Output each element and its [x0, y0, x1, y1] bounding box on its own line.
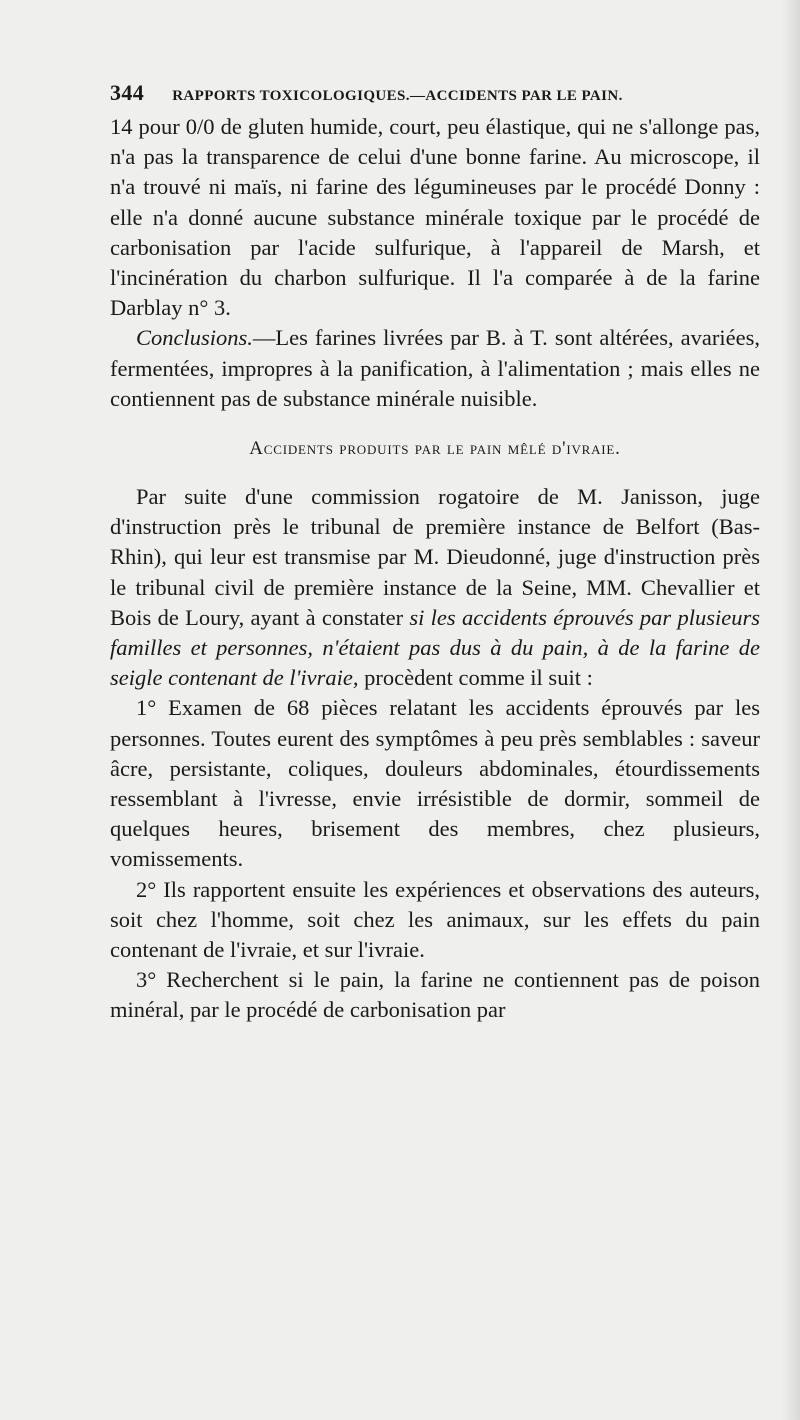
running-head: RAPPORTS TOXICOLOGIQUES.—ACCIDENTS PAR LE PAIN. [172, 88, 623, 104]
body-text [110, 112, 760, 1026]
paragraph-gluten: 14 pour 0/0 de gluten humide, court, peu élastique, qui ne s'allonge pas, n'a pas la transparence de celui d'une bonne farine. Au microscope, il n'a trouvé ni maïs, ni farine des légumineuses par le procédé Donny : elle n'a donné aucune substance minérale toxique par le procédé de carbonisation par l'acide sulfurique, à l'appareil de Marsh, et l'incinération du charbon sulfurique. Il l'a comparée à de la farine Darblay n° 3. [110, 114, 760, 321]
conclusions-label: Conclusions. [136, 325, 253, 351]
page-number: 344 [110, 80, 145, 105]
commission-text-b: procèdent comme il suit : [358, 665, 593, 691]
conclusions-text: —Les farines livrées par B. à T. sont altérées, avariées, fermentées, impropres à la panification, à l'alimentation ; mais elles ne contiennent pas de substance minérale nuisible. [110, 325, 760, 411]
paragraph-item-3: 3° Recherchent si le pain, la farine ne contiennent pas de poison minéral, par le procédé de carbonisation par [110, 967, 760, 1023]
section-heading: Accidents produits par le pain mêlé d'ivraie. [249, 438, 621, 460]
paragraph-conclusions [110, 323, 760, 414]
page-edge-shadow [782, 0, 800, 1420]
paragraph-item-2: 2° Ils rapportent ensuite les expériences et observations des auteurs, soit chez l'homme, soit chez les animaux, sur les effets du pain contenant de l'ivraie, et sur l'ivraie. [110, 876, 760, 963]
commission-text-italic: si les accidents éprouvés par plusieurs familles et personnes, n'étaient pas dus à du pain, à de la farine de seigle contenant de l'ivraie, [110, 604, 760, 691]
commission-text-a: Par suite d'une commission rogatoire de M. Janisson, juge d'instruction près le tribunal de première instance de Belfort (Bas-Rhin), qui leur est transmise par M. Dieudonné, juge d'instruction près le tribunal civil de première instance de la Seine, MM. Chevallier et Bois de Loury, ayant à constater [110, 484, 760, 630]
paragraph-item-1: 1° Examen de 68 pièces relatant les accidents éprouvés par les personnes. Toutes eurent des symptômes à peu près semblables : saveur âcre, persistante, coliques, douleurs abdominales, étourdissements ressemblant à l'ivresse, envie irrésistible de dormir, sommeil de quelques heures, brisement des membres, chez plusieurs, vomissements. [110, 695, 760, 872]
page-header [110, 80, 760, 106]
paragraph-commission [110, 482, 760, 693]
